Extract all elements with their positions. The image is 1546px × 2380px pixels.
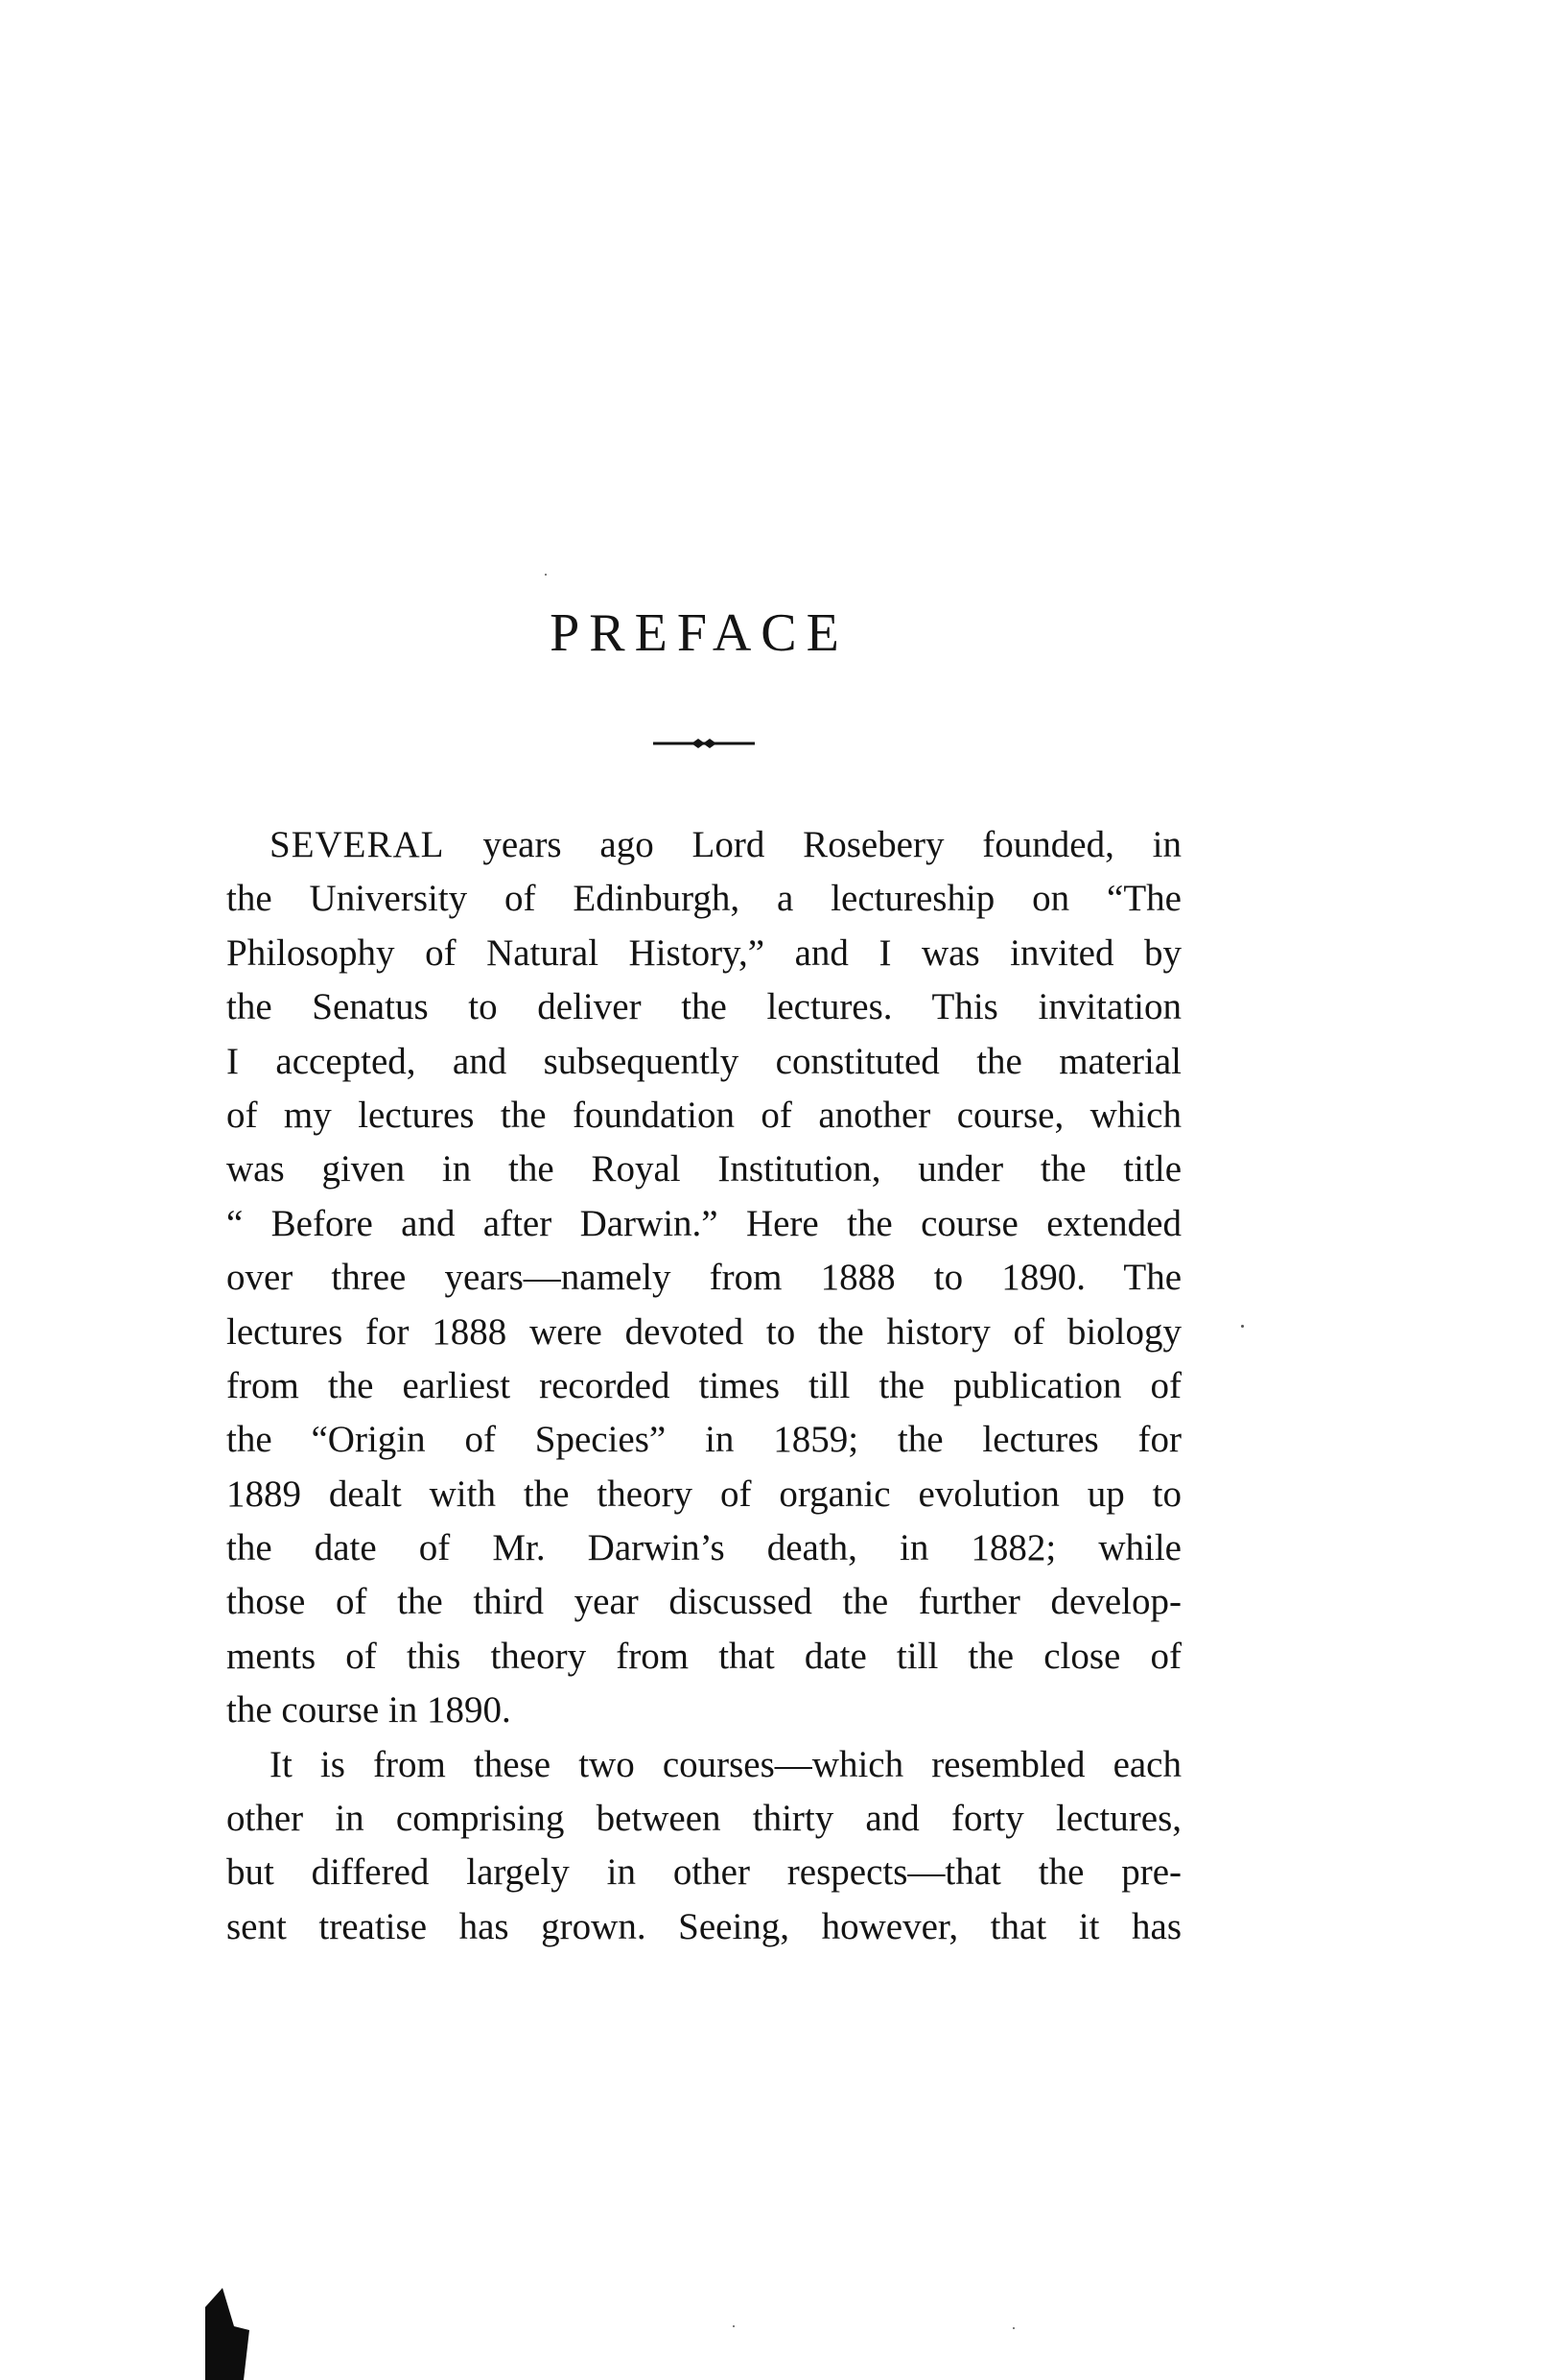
text-line: Philosophy of Natural History,” and I was invited by (226, 931, 1182, 974)
text-line: was given in the Royal Institution, under the title (226, 1148, 1182, 1190)
text-line: “ Before and after Darwin.” Here the course extended (226, 1202, 1182, 1244)
text-line: the “Origin of Species” in 1859; the lectures for (226, 1419, 1182, 1461)
text-line: other in comprising between thirty and forty lectures, (226, 1798, 1182, 1840)
lead-word: SEVERAL (269, 824, 445, 865)
ornament-divider (653, 737, 755, 750)
paragraph (226, 1738, 1182, 1955)
text-line: the University of Edinburgh, a lectureship on “The (226, 878, 1182, 920)
text-line: 1889 dealt with the theory of organic evolution up to (226, 1473, 1182, 1515)
text-line: but differed largely in other respects—that the pre- (226, 1851, 1182, 1894)
text-line: lectures for 1888 were devoted to the history of biology (226, 1310, 1182, 1353)
text-line: of my lectures the foundation of another course, which (226, 1094, 1182, 1136)
paper-speck (1241, 1325, 1244, 1328)
preface-text (226, 818, 1182, 1954)
text-line: from the earliest recorded times till the publication of (226, 1364, 1182, 1406)
paper-speck (733, 2325, 735, 2327)
text-line: It is from these two courses—which resembled each (269, 1743, 1182, 1785)
binding-shadow (205, 2288, 249, 2380)
text-line: ments of this theory from that date till the close of (226, 1635, 1182, 1677)
paper-speck (1013, 2327, 1015, 2329)
text-line: those of the third year discussed the further develop- (226, 1581, 1182, 1623)
text-line: the course in 1890. (226, 1689, 511, 1732)
text-line: the date of Mr. Darwin’s death, in 1882; while (226, 1527, 1182, 1569)
text-line: SEVERAL years ago Lord Rosebery founded, in (269, 824, 1182, 865)
text-line: over three years—namely from 1888 to 1890. The (226, 1257, 1182, 1299)
text-line: sent treatise has grown. Seeing, however, that it has (226, 1905, 1182, 1947)
paragraph (226, 818, 1182, 1738)
text-line: the Senatus to deliver the lectures. This invitation (226, 986, 1182, 1028)
text-line: I accepted, and subsequently constituted the material (226, 1040, 1182, 1082)
paper-speck (545, 574, 547, 576)
page-title: PREFACE (550, 603, 849, 663)
